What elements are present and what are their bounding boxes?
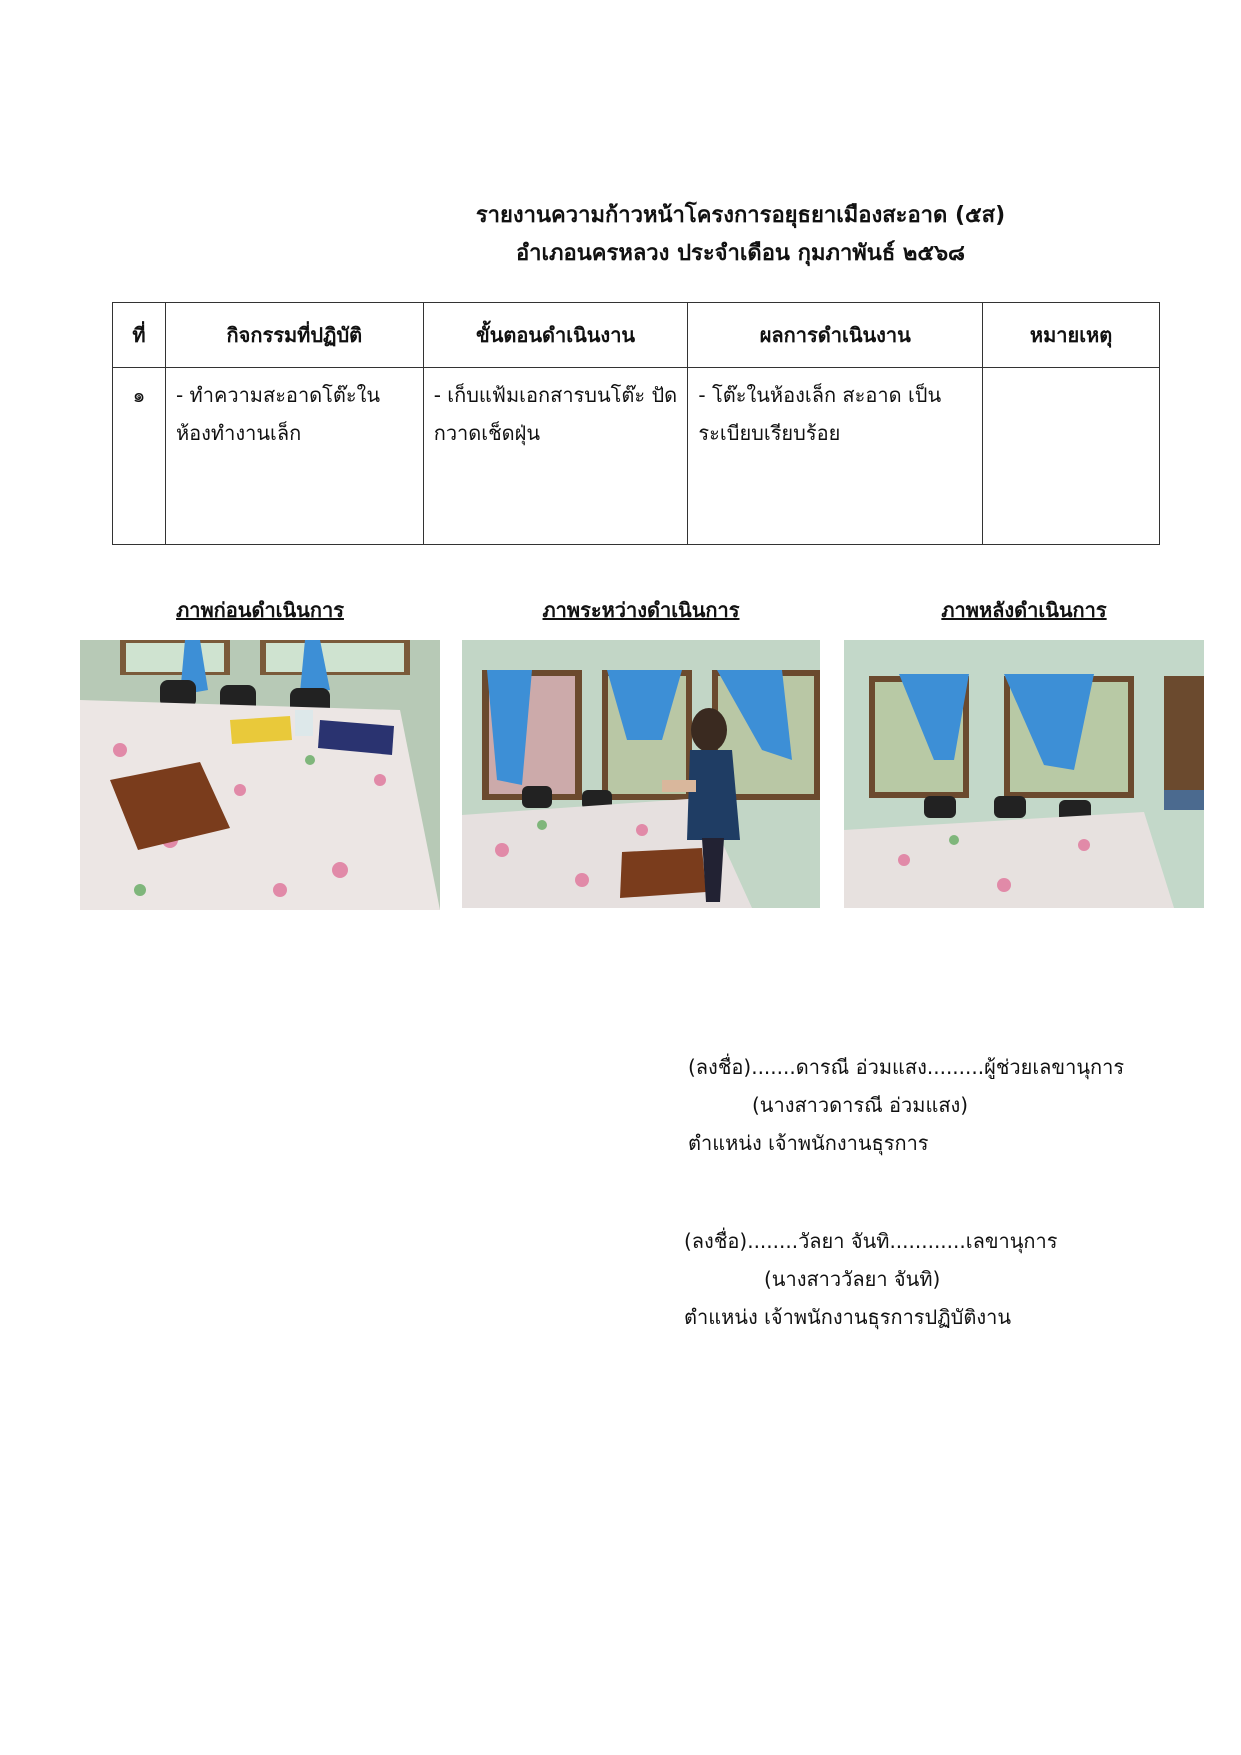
col-header-result: ผลการดำเนินงาน bbox=[688, 303, 983, 368]
signature-2-name: (นางสาววัลยา จันทิ) bbox=[764, 1267, 941, 1291]
col-header-activity: กิจกรรมที่ปฏิบัติ bbox=[165, 303, 423, 368]
caption-during: ภาพระหว่างดำเนินการ bbox=[542, 598, 740, 622]
photo-during bbox=[462, 640, 820, 908]
col-header-steps: ขั้นตอนดำเนินงาน bbox=[423, 303, 688, 368]
table-row bbox=[113, 368, 1160, 545]
photo-after bbox=[844, 640, 1204, 908]
row-steps: - เก็บแฟ้มเอกสารบนโต๊ะ ปัดกวาดเช็ดฝุ่น bbox=[423, 368, 688, 545]
row-note bbox=[983, 368, 1160, 545]
signature-2-position: ตำแหน่ง เจ้าพนักงานธุรการปฏิบัติงาน bbox=[684, 1305, 1012, 1329]
report-title: รายงานความก้าวหน้าโครงการอยุธยาเมืองสะอาด (๕ส) bbox=[475, 203, 1006, 228]
signature-1-name: (นางสาวดารณี อ่วมแสง) bbox=[752, 1093, 969, 1117]
signature-1-line: (ลงชื่อ).......ดารณี อ่วมแสง.........ผู้ช่วยเลขานุการ bbox=[688, 1055, 1125, 1079]
signature-1-position: ตำแหน่ง เจ้าพนักงานธุรการ bbox=[688, 1131, 929, 1155]
caption-after: ภาพหลังดำเนินการ bbox=[941, 598, 1107, 622]
photo-before bbox=[80, 640, 440, 910]
row-number: ๑ bbox=[113, 368, 166, 545]
col-header-no: ที่ bbox=[113, 303, 166, 368]
row-activity: - ทำความสะอาดโต๊ะในห้องทำงานเล็ก bbox=[165, 368, 423, 545]
row-result: - โต๊ะในห้องเล็ก สะอาด เป็นระเบียบเรียบร้อย bbox=[688, 368, 983, 545]
table-header-row bbox=[113, 303, 1160, 368]
report-subtitle: อำเภอนครหลวง ประจำเดือน กุมภาพันธ์ ๒๕๖๘ bbox=[515, 241, 966, 266]
signature-2-line: (ลงชื่อ)........วัลยา จันทิ............เลขานุการ bbox=[684, 1229, 1058, 1253]
activity-table bbox=[112, 302, 1160, 545]
caption-before: ภาพก่อนดำเนินการ bbox=[176, 598, 344, 622]
col-header-note: หมายเหตุ bbox=[983, 303, 1160, 368]
